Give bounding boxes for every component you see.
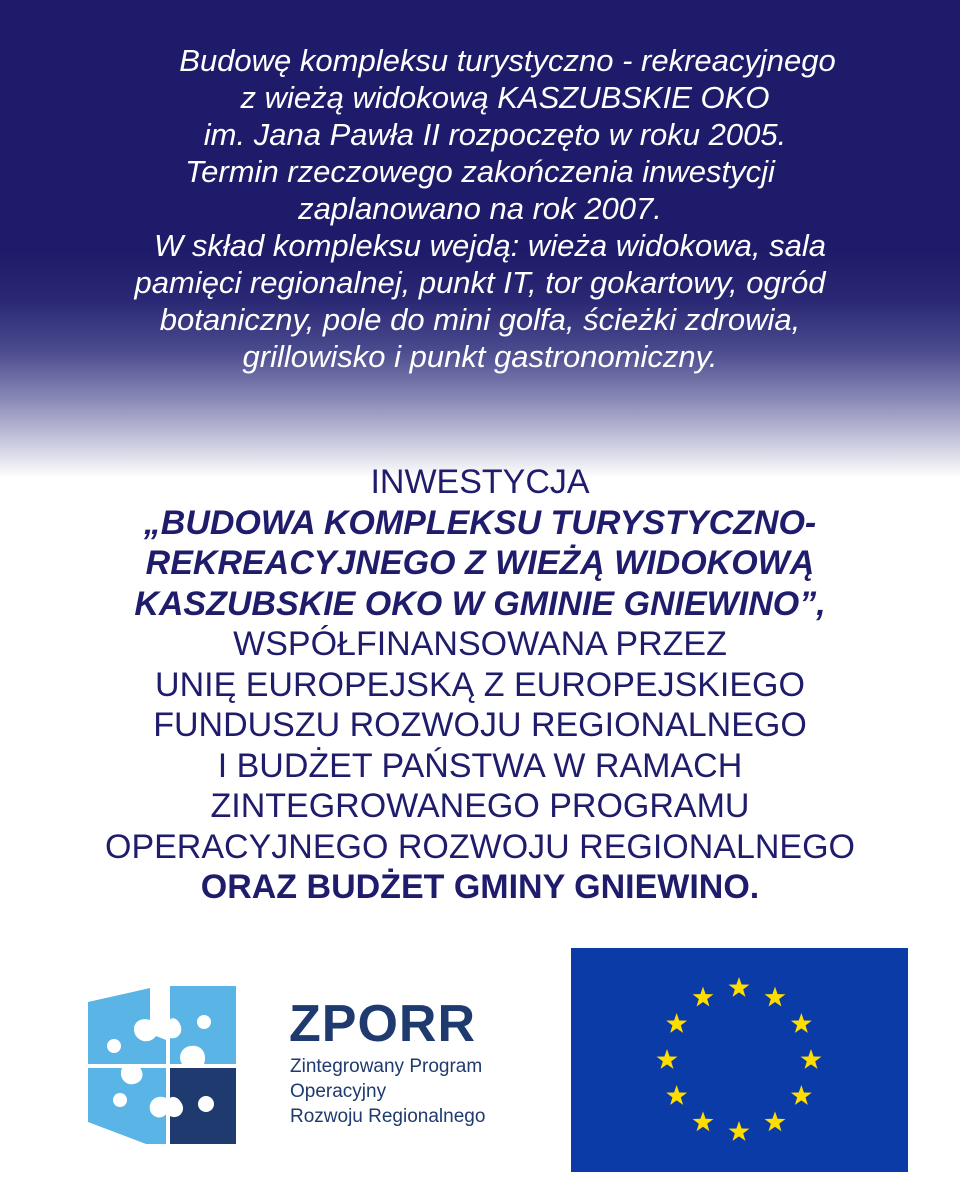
zporr-subtitle-line: Zintegrowany Program: [290, 1056, 483, 1077]
funding-line: UNIĘ EUROPEJSKĄ Z EUROPEJSKIEGO: [155, 665, 805, 704]
intro-line: Budowę kompleksu turystyczno - rekreacyjnego: [179, 43, 836, 78]
eu-flag-icon: [571, 948, 908, 1172]
intro-line: im. Jana Pawła II rozpoczęto w roku 2005.: [203, 117, 787, 152]
funding-line: FUNDUSZU ROZWOJU REGIONALNEGO: [153, 706, 807, 744]
project-name-line: REKREACYJNEGO Z WIEŻĄ WIDOKOWĄ: [145, 544, 815, 582]
intro-paragraph: [0, 42, 960, 375]
closing-line: ORAZ BUDŻET GMINY GNIEWINO.: [200, 868, 760, 906]
funding-line: WSPÓŁFINANSOWANA PRZEZ: [233, 625, 727, 663]
puzzle-pieces-icon: [86, 980, 246, 1150]
intro-line: botaniczny, pole do mini golfa, ścieżki zdrowia,: [159, 302, 801, 337]
zporr-subtitle-line: Rozwoju Regionalnego: [290, 1106, 486, 1127]
zporr-subtitle-line: Operacyjny: [290, 1081, 387, 1102]
intro-line: W skład kompleksu wejdą: wieża widokowa, sala: [154, 228, 826, 263]
intro-line: pamięci regionalnej, punkt IT, tor gokartowy, ogród: [134, 265, 826, 300]
project-name-line: „BUDOWA KOMPLEKSU TURYSTYCZNO-: [143, 503, 817, 542]
funding-line: OPERACYJNEGO ROZWOJU REGIONALNEGO: [105, 827, 855, 866]
investment-heading: INWESTYCJA: [370, 463, 590, 501]
intro-line: zaplanowano na rok 2007.: [298, 191, 662, 226]
funding-statement: [0, 462, 960, 908]
funding-line: ZINTEGROWANEGO PROGRAMU: [210, 787, 750, 825]
intro-line: grillowisko i punkt gastronomiczny.: [242, 339, 718, 374]
zporr-subtitle: [290, 1054, 485, 1129]
funding-line: I BUDŻET PAŃSTWA W RAMACH: [217, 746, 743, 785]
project-name-line: KASZUBSKIE OKO W GMINIE GNIEWINO”,: [134, 584, 826, 623]
intro-line: z wieżą widokową KASZUBSKIE OKO: [240, 80, 770, 115]
zporr-title: ZPORR: [289, 995, 476, 1053]
intro-line: Termin rzeczowego zakończenia inwestycji: [185, 154, 775, 189]
